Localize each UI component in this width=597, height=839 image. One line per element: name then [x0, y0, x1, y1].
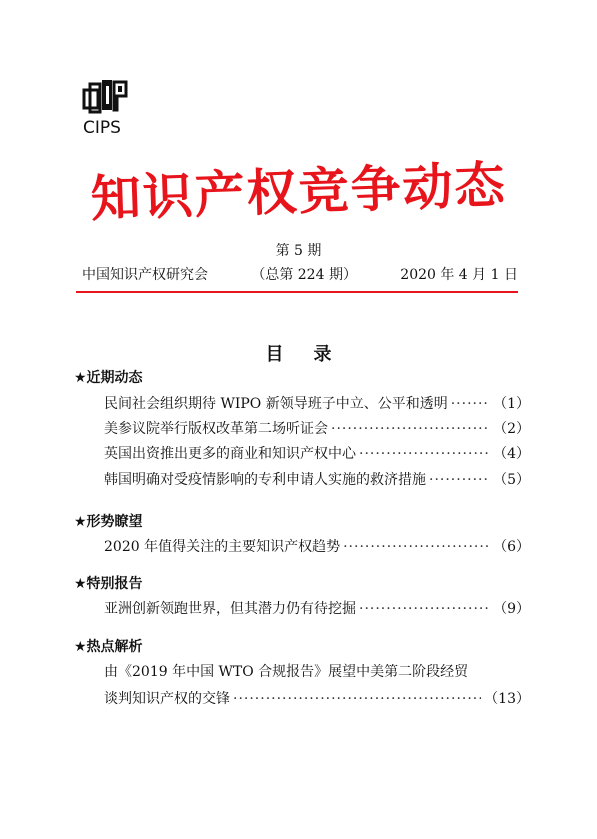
total-issue: （总第 224 期）: [251, 267, 357, 283]
header-divider: [76, 291, 518, 293]
leader-dots: [359, 446, 490, 462]
leader-dots: [451, 396, 490, 412]
publish-date: 2020 年 4 月 1 日: [400, 267, 518, 283]
toc-entry-title: 民间社会组织期待 WIPO 新领导班子中立、公平和透明: [104, 396, 448, 412]
toc-entry[interactable]: [104, 688, 530, 708]
toc-entry-page: （5）: [493, 472, 530, 488]
meta-row: [82, 264, 518, 284]
publisher: 中国知识产权研究会: [82, 267, 208, 283]
toc-entry[interactable]: [104, 393, 530, 413]
toc-entry-page: （6）: [493, 539, 530, 555]
toc-section-3: ★特别报告: [74, 576, 143, 592]
leader-dots: [359, 601, 490, 617]
cips-logo-icon: [82, 76, 130, 116]
toc-heading: 目录: [265, 344, 362, 365]
toc-entry-page: （13）: [484, 691, 530, 707]
toc-entry[interactable]: [104, 418, 530, 438]
issue-number: 第 5 期: [275, 243, 322, 259]
toc-entry-title: 谈判知识产权的交锋: [104, 691, 230, 707]
toc-entry[interactable]: [104, 443, 530, 463]
page-title: 知识产权竞争动态: [89, 154, 508, 229]
toc-entry-title: 2020 年值得关注的主要知识产权趋势: [104, 539, 341, 555]
toc-entry[interactable]: [104, 469, 530, 489]
toc-section-2: ★形势瞭望: [74, 514, 143, 530]
leader-dots: [331, 421, 490, 437]
toc-section-1: ★近期动态: [74, 370, 143, 386]
toc-entry-title: 美参议院举行版权改革第二场听证会: [104, 421, 328, 437]
leader-dots: [233, 691, 481, 707]
toc-entry-title: 亚洲创新领跑世界，但其潜力仍有待挖掘: [104, 601, 356, 617]
leader-dots: [343, 539, 490, 555]
leader-dots: [429, 472, 490, 488]
toc-entry-title: 英国出资推出更多的商业和知识产权中心: [104, 446, 356, 462]
toc-entry-title-line1[interactable]: 由《2019 年中国 WTO 合规报告》展望中美第二阶段经贸: [104, 664, 469, 680]
toc-entry-page: （9）: [493, 601, 530, 617]
toc-entry-page: （4）: [493, 446, 530, 462]
logo-text: CIPS: [83, 118, 121, 138]
toc-entry[interactable]: [104, 536, 530, 556]
toc-section-4: ★热点解析: [74, 639, 143, 655]
toc-entry-page: （1）: [493, 396, 530, 412]
toc-entry-title: 韩国明确对受疫情影响的专利申请人实施的救济措施: [104, 472, 426, 488]
toc-entry[interactable]: [104, 598, 530, 618]
toc-entry-page: （2）: [493, 421, 530, 437]
